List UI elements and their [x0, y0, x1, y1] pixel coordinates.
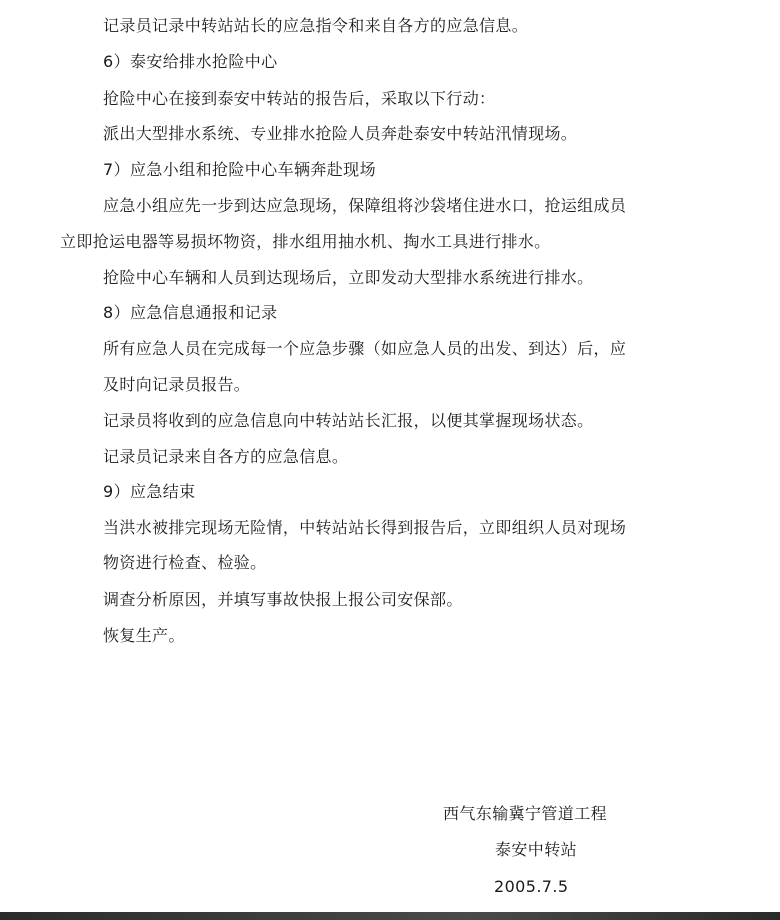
section-heading-6: 6）泰安给排水抢险中心 [103, 52, 278, 71]
paragraph-line: 调查分析原因，并填写事故快报上报公司安保部。 [103, 590, 463, 609]
section-heading-9: 9）应急结束 [103, 482, 196, 501]
signature-date: 2005.7.5 [494, 877, 569, 896]
paragraph-line: 立即抢运电器等易损坏物资，排水组用抽水机、掏水工具进行排水。 [60, 232, 551, 251]
signature-organization: 西气东输冀宁管道工程 [443, 804, 608, 823]
paragraph-line: 抢险中心车辆和人员到达现场后，立即发动大型排水系统进行排水。 [103, 268, 594, 287]
paragraph-line: 所有应急人员在完成每一个应急步骤（如应急人员的出发、到达）后，应 [103, 339, 627, 358]
paragraph-line: 恢复生产。 [103, 626, 185, 645]
signature-station: 泰安中转站 [495, 840, 578, 859]
paragraph-line: 及时向记录员报告。 [103, 375, 251, 394]
paragraph-line: 派出大型排水系统、专业排水抢险人员奔赴泰安中转站汛情现场。 [103, 124, 578, 143]
paragraph-line: 当洪水被排完现场无险情，中转站站长得到报告后，立即组织人员对现场 [103, 518, 627, 537]
paragraph-line: 记录员记录来自各方的应急信息。 [103, 447, 349, 466]
paragraph-line: 抢险中心在接到泰安中转站的报告后，采取以下行动： [103, 89, 496, 108]
paragraph-line: 应急小组应先一步到达应急现场，保障组将沙袋堵住进水口，抢运组成员 [103, 196, 627, 215]
paragraph-line: 物资进行检查、检验。 [103, 553, 267, 572]
paragraph-line: 记录员将收到的应急信息向中转站站长汇报，以便其掌握现场状态。 [103, 411, 594, 430]
bottom-edge-bar [0, 912, 780, 920]
paragraph-line: 记录员记录中转站站长的应急指令和来自各方的应急信息。 [103, 16, 529, 35]
section-heading-8: 8）应急信息通报和记录 [103, 303, 278, 322]
section-heading-7: 7）应急小组和抢险中心车辆奔赴现场 [103, 160, 376, 179]
